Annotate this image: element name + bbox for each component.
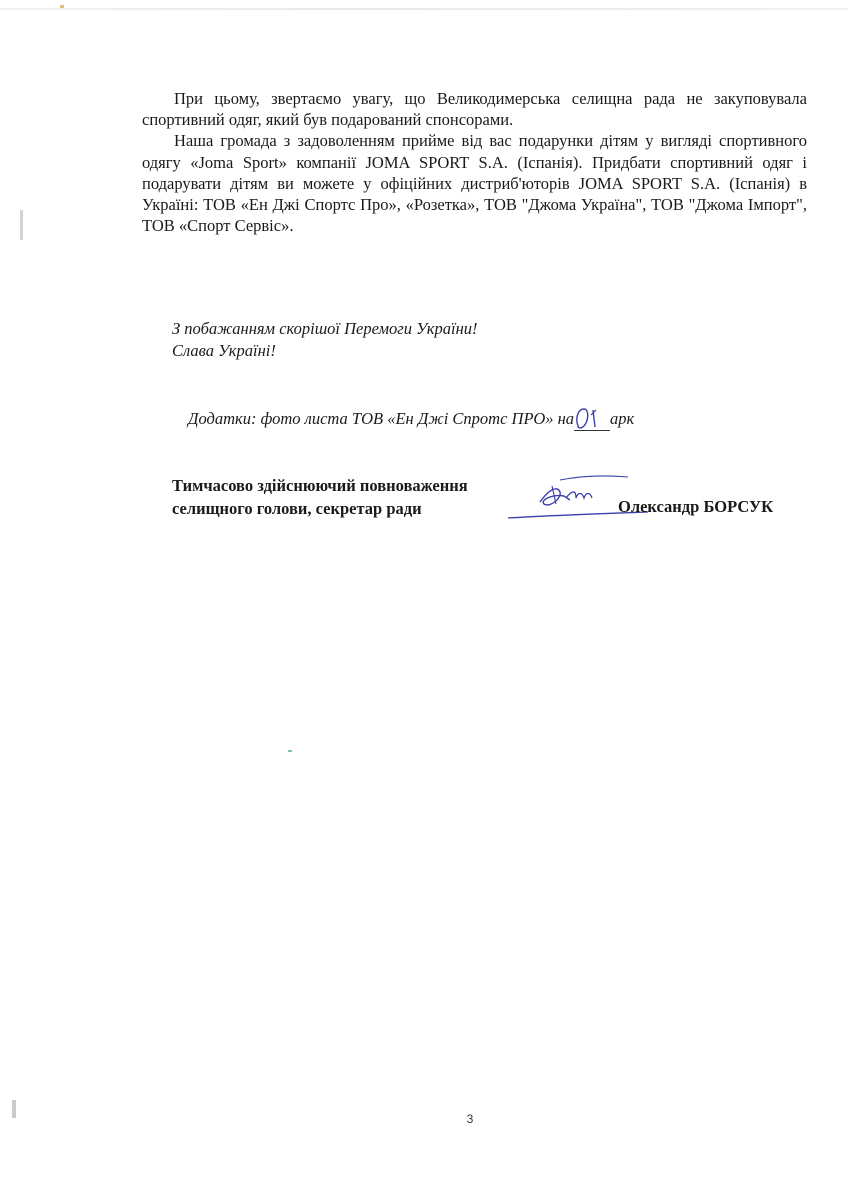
closing-line-2: Слава Україні! xyxy=(172,341,276,360)
attachments-text: Додатки: фото листа ТОВ «Ен Джі Спротс ПРО» на xyxy=(188,409,575,428)
signatory-role xyxy=(172,474,468,520)
scan-speck xyxy=(12,1100,16,1118)
attachments-handwritten-number xyxy=(574,406,610,431)
closing-line-1: З побажанням скорішої Перемоги України! xyxy=(172,319,478,338)
scan-top-edge xyxy=(0,8,848,10)
letter-body xyxy=(142,88,807,236)
scan-mark xyxy=(60,5,64,8)
page-number: 3 xyxy=(466,1112,474,1126)
signatory-name: Олександр БОРСУК xyxy=(618,497,774,516)
paragraph-2: Наша громада з задоволенням прийме від вас подарунки дітям у вигляді спортивного одягу «Joma Sport» компанії JOMA SPORT S.A. (Іспанія). Придбати спортивний одяг і подарувати дітям ви можете у офіційних дистриб'юторів JOMA SPORT S.A. (Іспанія) в Україні: ТОВ «Ен Джі Спортс Про», «Розетка», ТОВ "Джома Україна", ТОВ "Джома Імпорт", ТОВ «Спорт Сервіс». xyxy=(142,131,807,236)
signatory-role-line-1: Тимчасово здійснюючий повноваження xyxy=(172,476,468,495)
signatory-role-line-2: селищного голови, секретар ради xyxy=(172,499,422,518)
scan-speck xyxy=(20,210,23,240)
scan-speck xyxy=(288,750,292,752)
handwritten-number-drawing xyxy=(574,406,610,430)
attachments-suffix: арк xyxy=(610,409,635,428)
attachments-line xyxy=(188,406,634,431)
paragraph-1: При цьому, звертаємо увагу, що Великодимерська селищна рада не закуповувала спортивний одяг, який був подарований спонсорами. xyxy=(142,89,807,130)
closing-block xyxy=(172,318,478,362)
